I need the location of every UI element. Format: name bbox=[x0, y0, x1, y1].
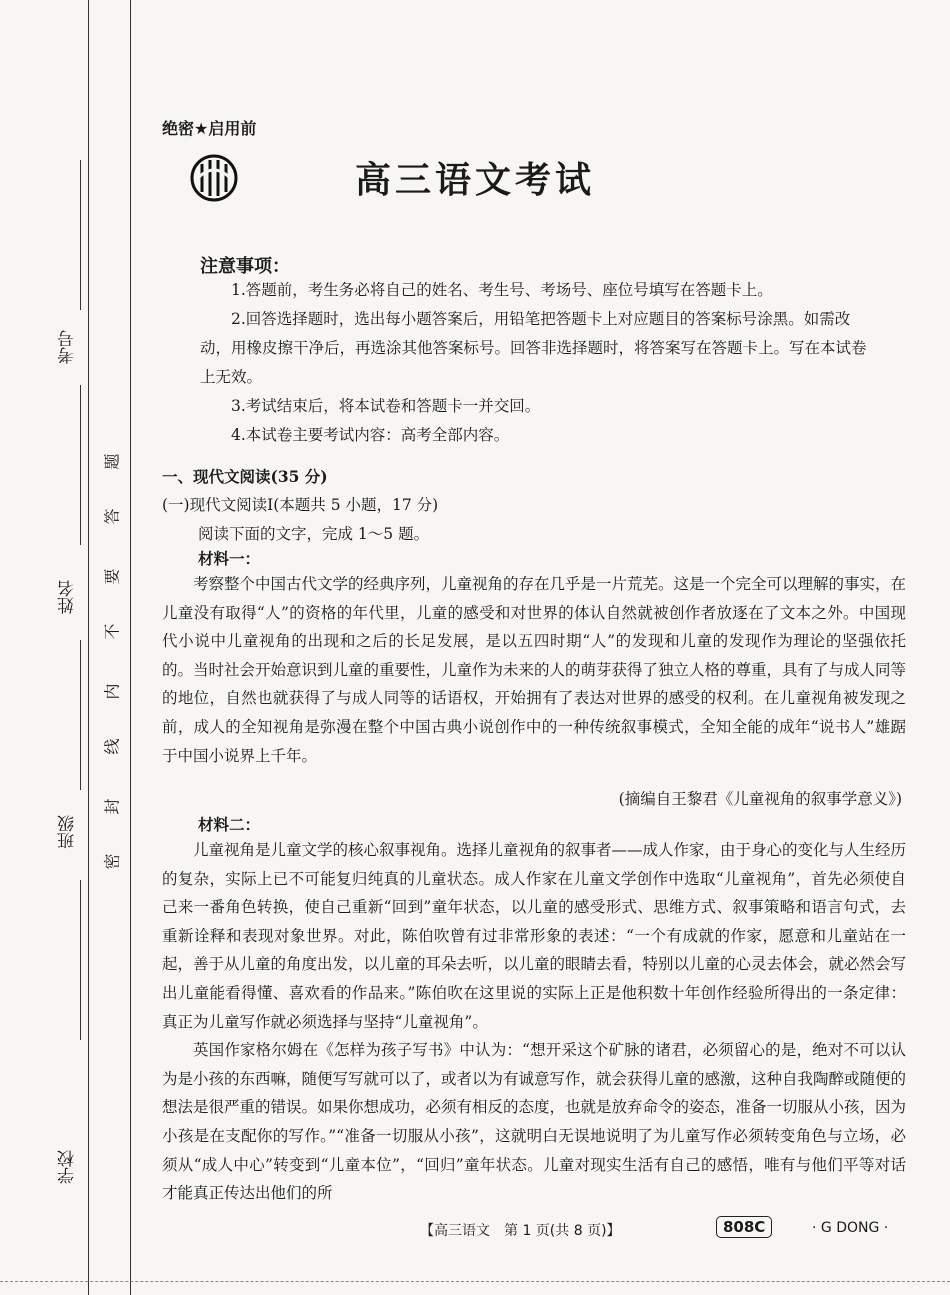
class-label: 班级 bbox=[58, 815, 78, 849]
notice-item: 1.答题前，考生务必将自己的姓名、考生号、考场号、座位号填写在答题卡上。 bbox=[231, 281, 773, 299]
seal-char: 题 bbox=[102, 453, 122, 470]
section-heading: 一、现代文阅读(35 分) bbox=[162, 467, 328, 486]
notice-list bbox=[200, 276, 870, 450]
paragraph: 儿童视角是儿童文学的核心叙事视角。选择儿童视角的叙事者——成人作家，由于身心的变化与人生经历的复杂，实际上已不可能复归纯真的儿童状态。成人作家在儿童文学创作中选取“儿童视角”，首先必须使自己来一番角色转换，使自己重新“回到”童年状态，以儿童的感受形式、思维方式、叙事策略和语言句式，去重新诠释和表现对象世界。对此，陈伯吹曾有过非常形象的表述：“一个有成就的作家，愿意和儿童站在一起，善于从儿童的角度出发，以儿童的耳朵去听，以儿童的眼睛去看，特别以儿童的心灵去体会，就必然会写出儿童能看得懂、喜欢看的作品来。”陈伯吹在这里说的实际上正是他积数十年创作经验所得出的一条定律：真正为儿童写作就必须选择与坚持“儿童视角”。 bbox=[162, 841, 907, 1031]
paragraph: 英国作家格尔姆在《怎样为孩子写书》中认为：“想开采这个矿脉的诸君，必须留心的是，绝对不可以认为是小孩的东西嘛，随便写写就可以了，或者以为有诚意写作，就会获得儿童的感激，这种自我陶醉或随便的想法是很严重的错误。如果你想成功，必须有相反的态度，也就是放弃命令的姿态，准备一切服从小孩，因为小孩是在支配你的写作。”“准备一切服从小孩”，这就明白无误地说明了为儿童写作必须转变角色与立场，必须从“成人中心”转变到“儿童本位”，“回归”童年状态。儿童对现实生活有自己的感悟，唯有与他们平等对话才能真正传达出他们的所 bbox=[162, 1041, 907, 1203]
notice-item: 4.本试卷主要考试内容：高考全部内容。 bbox=[231, 426, 510, 444]
material-1-text bbox=[162, 570, 906, 770]
page-number: 【高三语文 第 1 页(共 8 页)】 bbox=[420, 1223, 621, 1239]
material-2-text bbox=[162, 836, 906, 1208]
bottom-divider bbox=[0, 1281, 950, 1282]
notice-item: 2.回答选择题时，选出每小题答案后，用铅笔把答题卡上对应题目的答案标号涂黑。如需改动，用橡皮擦干净后，再选涂其他答案标号。回答非选择题时，将答案写在答题卡上。写在本试卷上无效。 bbox=[200, 310, 867, 386]
seal-char: 内 bbox=[102, 683, 122, 700]
seal-char: 不 bbox=[102, 623, 122, 640]
notice-heading: 注意事项： bbox=[200, 256, 290, 277]
seal-char: 答 bbox=[102, 508, 122, 525]
material-2-label: 材料二： bbox=[198, 815, 261, 834]
seal-char: 封 bbox=[102, 798, 122, 815]
sub-section-heading: (一)现代文阅读Ⅰ(本题共 5 小题，17 分) bbox=[162, 496, 439, 514]
school-blank bbox=[80, 880, 81, 1040]
seal-char: 要 bbox=[102, 568, 122, 585]
exam-code-badge: 808C bbox=[716, 1216, 772, 1238]
seal-char: 线 bbox=[102, 738, 122, 755]
page-title: 高三语文考试 bbox=[354, 160, 595, 201]
brand-mark: · G DONG · bbox=[812, 1220, 889, 1236]
reading-instruction: 阅读下面的文字，完成 1～5 题。 bbox=[198, 525, 430, 543]
name-label: 姓名 bbox=[58, 580, 78, 614]
confidential-mark: 绝密★启用前 bbox=[162, 119, 257, 138]
name-blank bbox=[80, 385, 81, 545]
paragraph: 考察整个中国古代文学的经典序列，儿童视角的存在几乎是一片荒芜。这是一个完全可以理解的事实，在儿童没有取得“人”的资格的年代里，儿童的感受和对世界的体认自然就被创作者放逐在了文本之外。中国现代小说中儿童视角的出现和之后的长足发展，是以五四时期“人”的发现和儿童的发现作为理论的坚强依托的。当时社会开始意识到儿童的重要性，儿童作为未来的人的萌芽获得了独立人格的尊重，具有了与成人同等的地位，自然也就获得了与成人同等的话语权，开始拥有了表达对世界的感受的权利。在儿童视角被发现之前，成人的全知视角是弥漫在整个中国古典小说创作中的一种传统叙事模式，全知全能的成年“说书人”雄踞于中国小说界上千年。 bbox=[162, 575, 907, 765]
notice-item: 3.考试结束后，将本试卷和答题卡一并交回。 bbox=[231, 397, 541, 415]
exam-no-label: 考号 bbox=[58, 330, 78, 364]
class-blank bbox=[80, 640, 81, 790]
seal-char: 密 bbox=[102, 853, 122, 870]
material-1-label: 材料一： bbox=[198, 549, 261, 568]
school-label: 学校 bbox=[58, 1150, 78, 1184]
material-1-source: (摘编自王黎君《儿童视角的叙事学意义》) bbox=[618, 790, 902, 808]
